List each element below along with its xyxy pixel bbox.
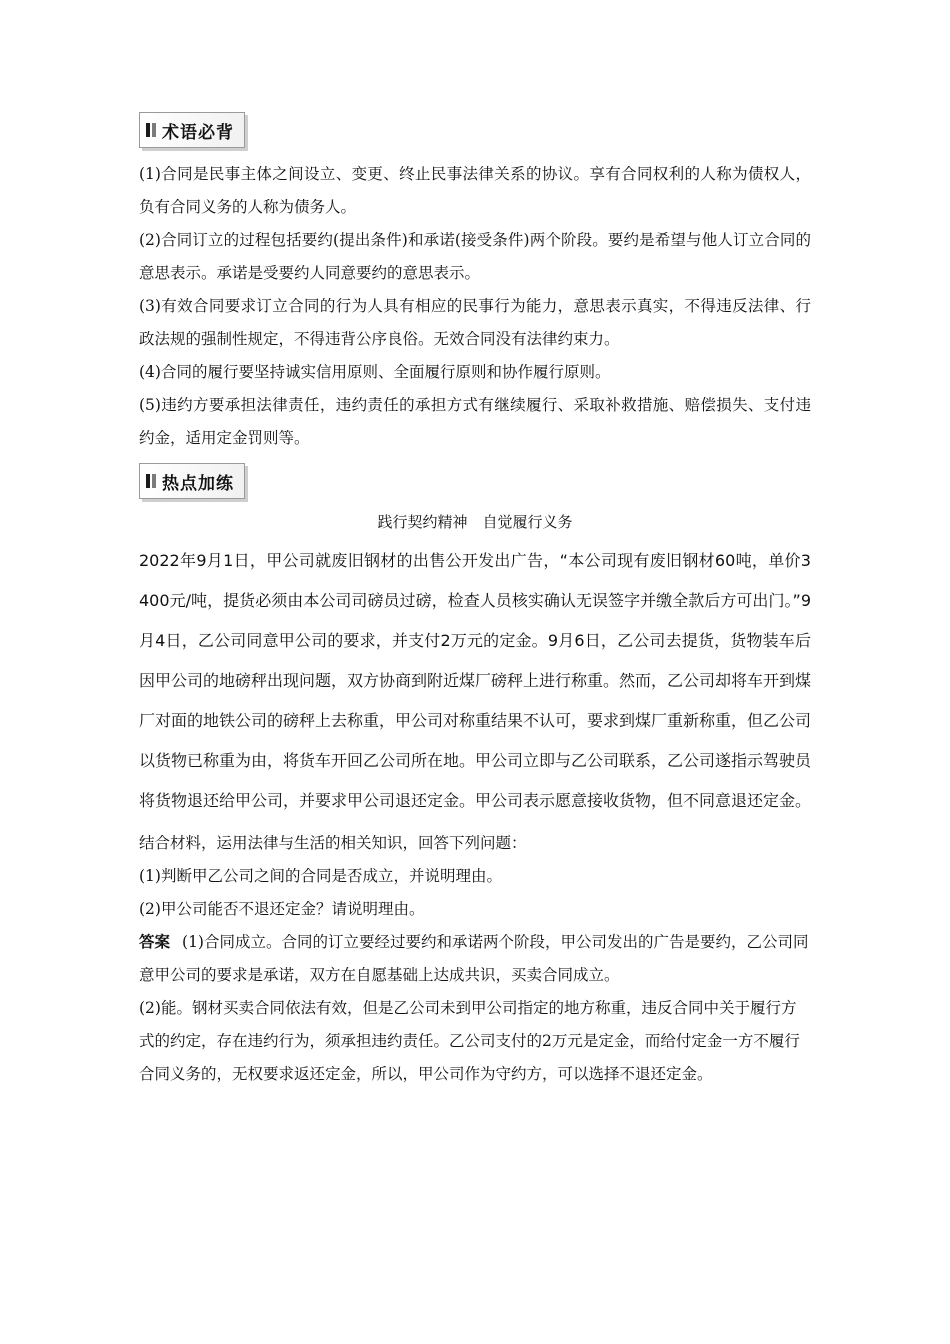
term-item: (3)有效合同要求订立合同的行为人具有相应的民事行为能力，意思表示真实，不得违反法律、行政法规的强制性规定，不得违背公序良俗。无效合同没有法律约束力。 — [139, 297, 811, 348]
section-marker-icon — [146, 123, 156, 137]
term-item: (1)合同是民事主体之间设立、变更、终止民事法律关系的协议。享有合同权利的人称为债权人，负有合同义务的人称为债务人。 — [139, 165, 811, 216]
article-title: 践行契约精神 自觉履行义务 — [377, 513, 573, 531]
answer-item: (2)能。钢材买卖合同依法有效，但是乙公司未到甲公司指定的地方称重，违反合同中关于履行方式的约定，存在违约行为，须承担违约责任。乙公司支付的2万元是定金，而给付定金一方不履行合同义务的，无权要求返还定金，所以，甲公司作为守约方，可以选择不退还定金。 — [139, 999, 800, 1083]
section-marker-icon — [146, 474, 156, 488]
answer-item — [139, 926, 811, 992]
article-body: 2022年9月1日，甲公司就废旧钢材的出售公开发出广告，“本公司现有废旧钢材60吨，单价3 400元/吨，提货必须由本公司司磅员过磅，检查人员核实确认无误签字并缴全款后方可出门。”9月4日，乙公司同意甲公司的要求，并支付2万元的定金。9月6日，乙公司去提货，货物装车后因甲公司的地磅秤出现问题，双方协商到附近煤厂磅秤上进行称重。然而，乙公司却将车开到煤厂对面的地铁公司的磅秤上去称重，甲公司对称重结果不认可，要求到煤厂重新称重，但乙公司以货物已称重为由，将货车开回乙公司所在地。甲公司立即与乙公司联系，乙公司遂指示驾驶员将货物退还给甲公司，并要求甲公司退还定金。甲公司表示愿意接收货物，但不同意退还定金。 — [139, 551, 812, 810]
answer-text: (1)合同成立。合同的订立要经过要约和承诺两个阶段，甲公司发出的广告是要约，乙公司同意甲公司的要求是承诺，双方在自愿基础上达成共识，买卖合同成立。 — [139, 933, 809, 984]
practice-section-title: 热点加练 — [162, 473, 234, 494]
terms-section-title: 术语必背 — [162, 122, 234, 143]
document-page — [139, 112, 811, 1091]
question-item: (1)判断甲乙公司之间的合同是否成立，并说明理由。 — [139, 867, 502, 885]
practice-section-header — [139, 463, 245, 499]
terms-section-header — [139, 112, 245, 148]
term-item: (2)合同订立的过程包括要约(提出条件)和承诺(接受条件)两个阶段。要约是希望与他人订立合同的意思表示。承诺是受要约人同意要约的意思表示。 — [139, 231, 811, 282]
term-item: (4)合同的履行要坚持诚实信用原则、全面履行原则和协作履行原则。 — [139, 363, 611, 381]
answer-label: 答案 — [139, 933, 171, 951]
question-prompt: 结合材料，运用法律与生活的相关知识，回答下列问题： — [139, 834, 527, 852]
questions-block — [139, 827, 811, 1091]
terms-list — [139, 158, 811, 455]
term-item: (5)违约方要承担法律责任，违约责任的承担方式有继续履行、采取补救措施、赔偿损失、支付违约金，适用定金罚则等。 — [139, 396, 811, 447]
question-item: (2)甲公司能否不退还定金？请说明理由。 — [139, 900, 425, 918]
